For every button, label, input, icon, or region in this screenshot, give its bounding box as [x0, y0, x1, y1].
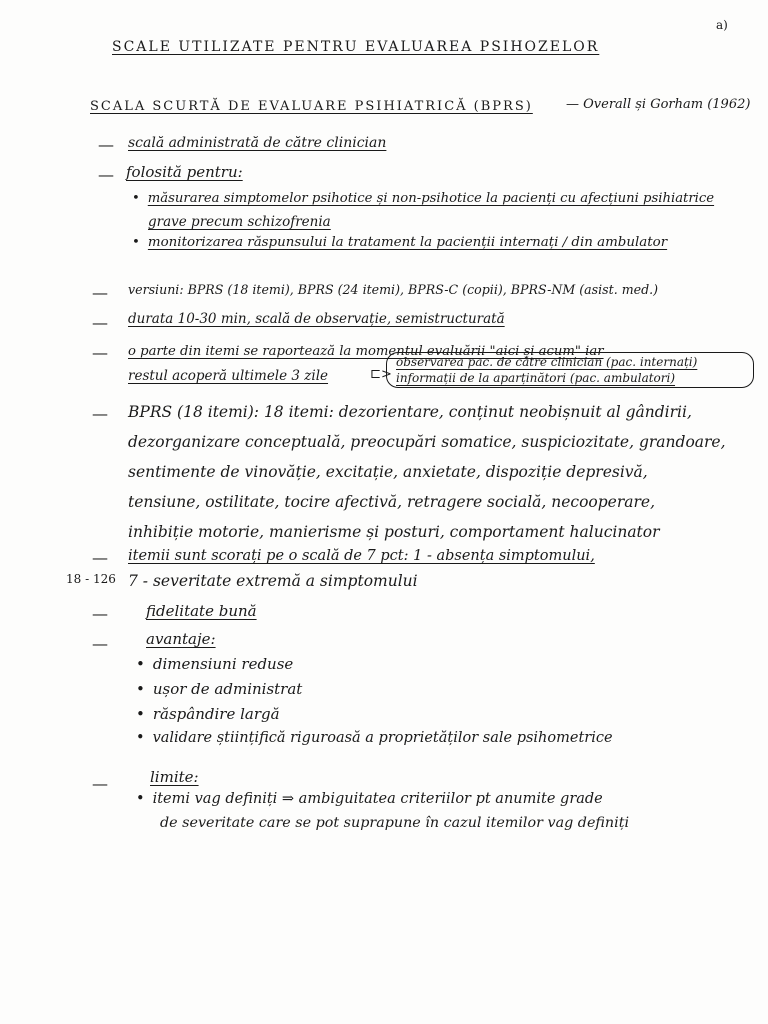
item-18-items: BPRS (18 itemi): 18 itemi: dezorientare, conținut neobișnuit al gândirii,	[128, 403, 692, 421]
advantage-4	[136, 729, 613, 747]
page-title: SCALE UTILIZATE PENTRU EVALUAREA PSIHOZELOR	[112, 39, 600, 55]
item-advantages: avantaje:	[146, 630, 216, 648]
source-clinician: observarea pac. de către clinician (pac. internați)	[396, 355, 698, 369]
item-time-frame: o parte din itemi se raportează la momentul evaluării "aici și acum" iar	[128, 344, 604, 359]
dash-marker: —	[92, 548, 108, 567]
dash-marker: —	[92, 313, 108, 332]
item-reliability: fidelitate bună	[146, 602, 257, 620]
source-caregivers: informații de la aparținători (pac. ambulatori)	[396, 371, 676, 385]
item-administered-by: scală administrată de către clinician	[128, 135, 387, 151]
item-duration: durata 10-30 min, scală de observație, semistructurată	[128, 311, 505, 327]
item-used-for-bullet-2	[132, 234, 667, 252]
item-18-items-line-2: dezorganizare conceptuală, preocupări somatice, suspiciozitate, grandoare,	[128, 433, 726, 451]
item-scoring-cont: 7 - severitate extremă a simptomului	[128, 572, 418, 590]
dash-marker: —	[98, 165, 114, 184]
score-range-note: 18 - 126	[66, 572, 116, 586]
bullet-marker: •	[136, 730, 145, 746]
dash-marker: —	[92, 604, 108, 623]
bullet-marker: •	[136, 705, 145, 723]
dash-marker: —	[92, 283, 108, 302]
dash-marker: —	[92, 343, 108, 362]
bullet-text: dimensiuni reduse	[152, 655, 294, 673]
bullet-marker: •	[136, 680, 145, 698]
dash-marker: —	[98, 135, 114, 154]
item-used-for: folosită pentru:	[126, 163, 243, 181]
dash-marker: —	[92, 774, 108, 793]
item-limitations: limite:	[150, 768, 199, 786]
bullet-text: validare științifică riguroasă a proprietăților sale psihometrice	[152, 730, 613, 746]
advantage-1	[136, 655, 293, 673]
item-versions: versiuni: BPRS (18 itemi), BPRS (24 itemi), BPRS-C (copii), BPRS-NM (asist. med.)	[128, 282, 659, 297]
bullet-text: măsurarea simptomelor psihotice și non-psihotice la pacienți cu afecțiuni psihiatrice	[147, 191, 715, 206]
bullet-text: răspândire largă	[152, 705, 280, 723]
limitation-1-cont: de severitate care se pot suprapune în cazul itemilor vag definiți	[160, 815, 630, 831]
item-used-for-bullet-1	[132, 190, 714, 208]
scale-authors: — Overall și Gorham (1962)	[566, 97, 751, 112]
bullet-text: itemi vag definiți ⇒ ambiguitatea criteriilor pt anumite grade	[152, 791, 603, 807]
corner-mark: a)	[716, 18, 728, 32]
limitation-1	[136, 790, 603, 808]
arrow-bracket: ⊏>	[370, 367, 392, 382]
bullet-text: monitorizarea răspunsului la tratament la pacienții internați / din ambulator	[147, 235, 668, 250]
bullet-marker: •	[132, 235, 140, 250]
dash-marker: —	[92, 634, 108, 653]
item-scoring: itemii sunt scorați pe o scală de 7 pct: 1 - absența simptomului,	[128, 548, 595, 564]
item-18-items-line-3: sentimente de vinovăție, excitație, anxietate, dispoziție depresivă,	[128, 463, 648, 481]
item-time-frame-cont: restul acoperă ultimele 3 zile	[128, 368, 329, 384]
bullet-marker: •	[132, 191, 140, 206]
item-18-items-line-5: inhibiție motorie, manierisme și posturi, comportament halucinator	[128, 523, 660, 541]
item-used-for-bullet-1-cont: grave precum schizofrenia	[148, 214, 331, 230]
advantage-3	[136, 705, 280, 723]
dash-marker: —	[92, 404, 108, 423]
item-18-items-line-4: tensiune, ostilitate, tocire afectivă, retragere socială, necooperare,	[128, 493, 656, 511]
scale-title: SCALA SCURTĂ DE EVALUARE PSIHIATRICĂ (BPRS)	[90, 99, 533, 114]
bullet-marker: •	[136, 791, 145, 807]
advantage-2	[136, 680, 302, 698]
bullet-marker: •	[136, 655, 145, 673]
bullet-text: ușor de administrat	[152, 680, 303, 698]
